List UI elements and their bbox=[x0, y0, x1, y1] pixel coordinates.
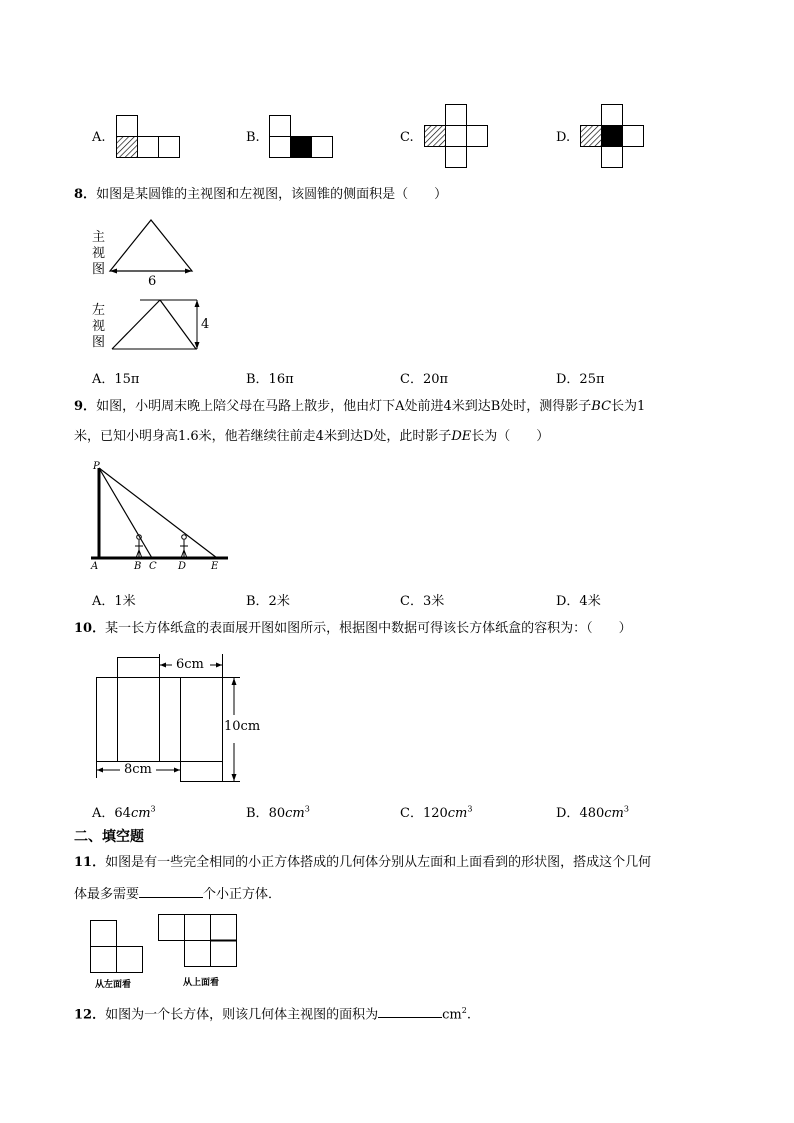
q10-number: 10 bbox=[74, 621, 93, 636]
q8-option-c: C．20π bbox=[400, 372, 449, 387]
q12-number: 12 bbox=[74, 1007, 93, 1023]
q8-side-view bbox=[108, 298, 208, 354]
q7-option-d-letter: D. bbox=[556, 130, 571, 145]
q8-number: 8 bbox=[74, 187, 84, 202]
q9-stem-line1: 9．如图，小明周末晚上陪父母在马路上散步，他由灯下A处前进4米到达B处时，测得影子BC长为1 bbox=[74, 399, 646, 414]
q9-option-b: B．2米 bbox=[246, 594, 290, 609]
q11-left-view bbox=[90, 920, 146, 976]
q8-front-label: 主 视 图 bbox=[92, 230, 106, 277]
q11-top-caption: 从上面看 bbox=[183, 978, 220, 988]
q10-dim-bottom: 8cm bbox=[124, 762, 152, 777]
q9-figure bbox=[88, 458, 233, 572]
q12-stem: 12．如图为一个长方体，则该几何体主视图的面积为 $cm^2$. bbox=[74, 1006, 471, 1023]
q11-number: 11 bbox=[74, 855, 93, 870]
q8-option-d: D．25π bbox=[556, 372, 605, 387]
q8-height-label: 4 bbox=[201, 317, 210, 332]
q10-option-b: B．$80cm^3$ bbox=[246, 804, 310, 821]
q9-point-b: B bbox=[134, 561, 142, 572]
q11-top-view bbox=[158, 914, 242, 972]
q7-option-a-letter: A. bbox=[92, 130, 106, 145]
q9-point-e: E bbox=[211, 561, 219, 572]
q11-left-caption: 从左面看 bbox=[95, 980, 132, 990]
section-title-fill-blank: 二、填空题 bbox=[74, 829, 144, 845]
q9-point-a: A bbox=[91, 561, 99, 572]
q10-dim-top: 6cm bbox=[176, 657, 204, 672]
q9-option-c: C．3米 bbox=[400, 594, 445, 609]
q9-stem-line2: 米，已知小明身高1.6米，他若继续往前走4米到达D处，此时影子DE长为（ ） bbox=[74, 429, 550, 444]
q10-option-d: D．$480cm^3$ bbox=[556, 804, 629, 821]
q8-option-b: B．16π bbox=[246, 372, 294, 387]
q9-option-d: D．4米 bbox=[556, 594, 601, 609]
q9-number: 9 bbox=[74, 399, 84, 414]
q7-option-b-figure bbox=[269, 115, 335, 159]
q7-option-d-figure bbox=[580, 104, 646, 170]
q11-stem-line1: 11．如图是有一些完全相同的小正方体搭成的几何体分别从左面和上面看到的形状图，搭成这个几何 bbox=[74, 855, 652, 870]
q9-point-p: P bbox=[93, 461, 100, 472]
q10-text: 某一长方体纸盒的表面展开图如图所示，根据图中数据可得该长方体纸盒的容积为：（ ） bbox=[105, 621, 632, 636]
q10-stem: 10．某一长方体纸盒的表面展开图如图所示，根据图中数据可得该长方体纸盒的容积为：（ ） bbox=[74, 621, 632, 636]
q8-base-label: 6 bbox=[148, 274, 157, 289]
q9-option-a: A．1米 bbox=[92, 594, 136, 609]
q10-option-a: A．$64cm^3$ bbox=[92, 804, 156, 821]
q11-answer-blank[interactable] bbox=[139, 884, 203, 898]
q11-stem-line2: 体最多需要 个小正方体． bbox=[74, 884, 281, 906]
q8-option-a: A．15π bbox=[92, 372, 140, 387]
q10-dim-right: 10cm bbox=[224, 719, 261, 734]
q10-option-c: C．$120cm^3$ bbox=[400, 804, 473, 821]
q9-point-c: C bbox=[149, 561, 157, 572]
q8-stem: 8．如图是某圆锥的主视图和左视图，该圆锥的侧面积是（ ） bbox=[74, 187, 448, 202]
q7-option-c-figure bbox=[424, 104, 490, 170]
q8-text: 如图是某圆锥的主视图和左视图，该圆锥的侧面积是（ ） bbox=[96, 187, 448, 202]
q9-point-d: D bbox=[178, 561, 187, 572]
q12-answer-blank[interactable] bbox=[378, 1004, 442, 1018]
q7-option-b-letter: B. bbox=[246, 130, 260, 145]
q7-option-a-figure bbox=[116, 115, 182, 159]
q7-option-c-letter: C. bbox=[400, 130, 414, 145]
q8-side-label: 左 视 图 bbox=[92, 303, 106, 350]
